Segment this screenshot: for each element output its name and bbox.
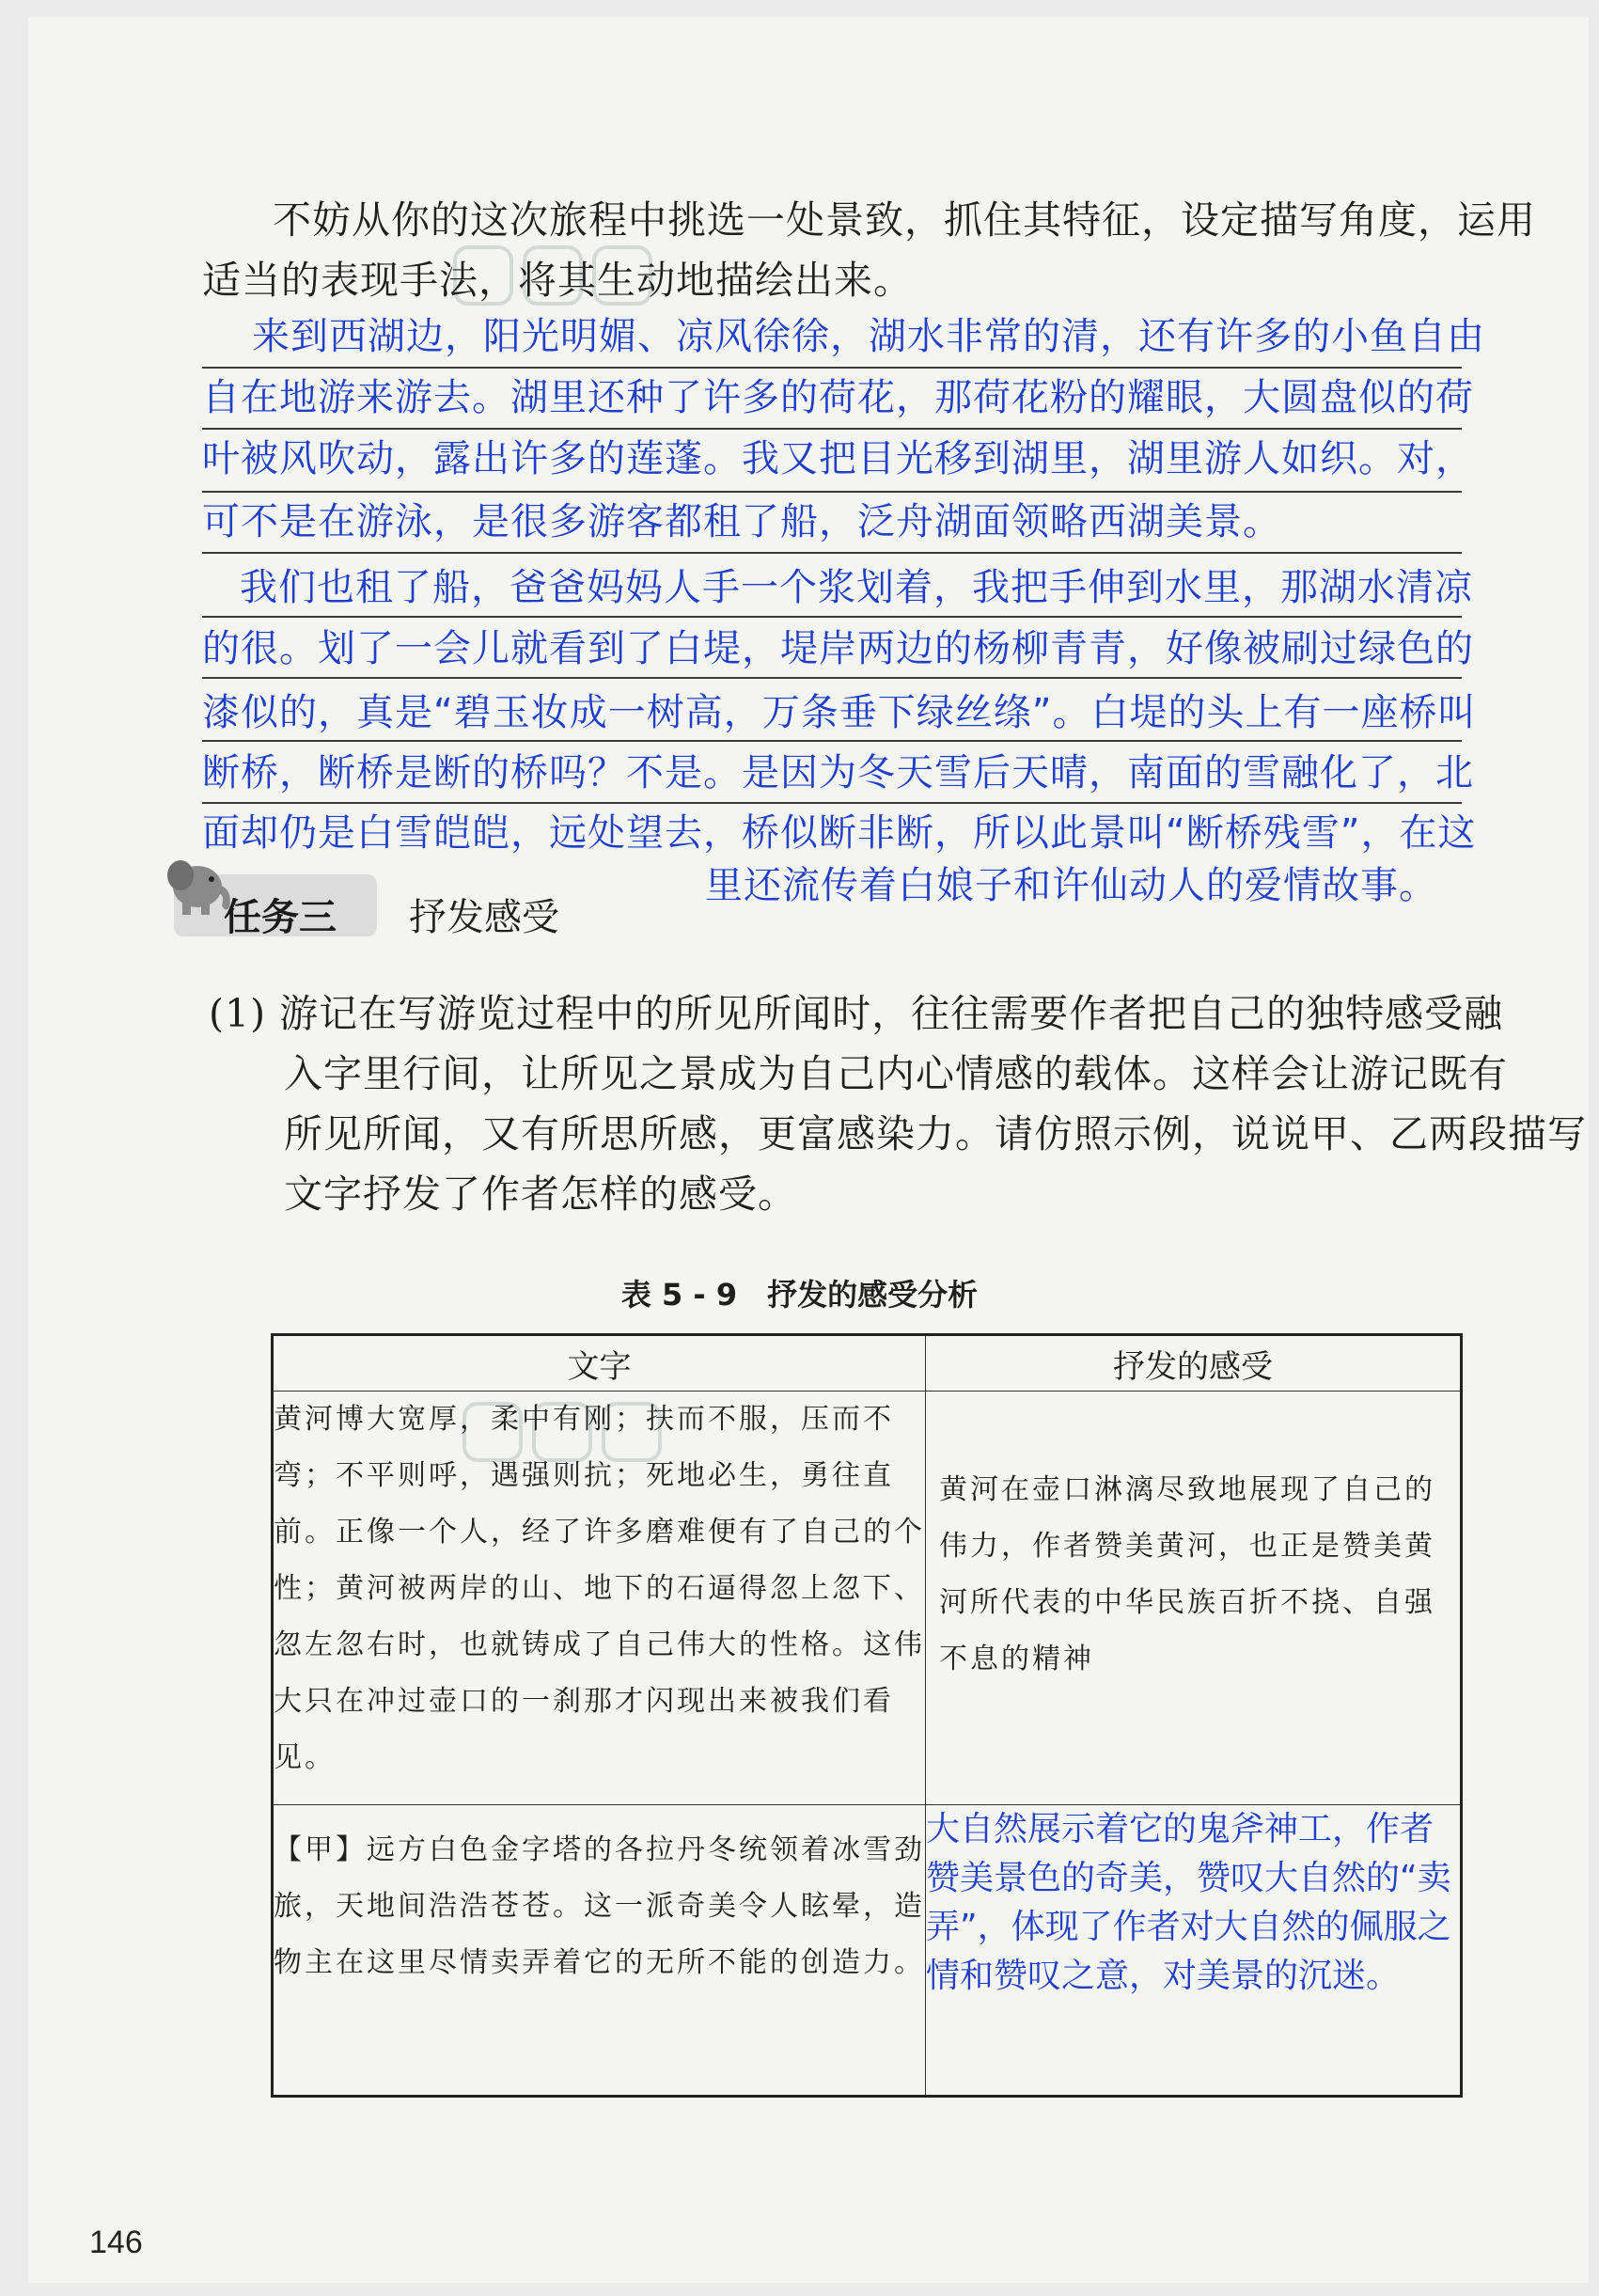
analysis-table — [271, 1333, 1463, 2098]
answer-line: 断桥，断桥是断的桥吗？不是。是因为冬天雪后天晴，南面的雪融化了，北 — [202, 751, 1474, 794]
task-subtitle: 抒发感受 — [409, 896, 559, 939]
question-line-3: 所见所闻，又有所思所感，更富感染力。请仿照示例，说说甲、乙两段描写 — [284, 1111, 1587, 1156]
answer-line: 的很。划了一会儿就看到了白堤，堤岸两边的杨柳青青，好像被刷过绿色的 — [202, 627, 1474, 670]
ruled-line — [202, 616, 1462, 618]
ruled-line — [202, 677, 1462, 679]
answer-line: 来到西湖边，阳光明媚、凉风徐徐，湖水非常的清，还有许多的小鱼自由 — [252, 315, 1485, 358]
question-line-2: 入字里行间，让所见之景成为自己内心情感的载体。这样会让游记既有 — [284, 1051, 1508, 1096]
table-row — [273, 1805, 1462, 2097]
column-header: 文字 — [273, 1335, 926, 1392]
question-line-4: 文字抒发了作者怎样的感受。 — [284, 1172, 797, 1217]
answer-line: 自在地游来游去。湖里还种了许多的荷花，那荷花粉的耀眼，大圆盘似的荷 — [202, 376, 1474, 419]
answer-line: 可不是在游泳，是很多游客都租了船，泛舟湖面领略西湖美景。 — [202, 500, 1281, 543]
answer-line: 叶被风吹动，露出许多的莲蓬。我又把目光移到湖里，湖里游人如织。对， — [202, 437, 1474, 480]
answer-line: 面却仍是白雪皑皑，远处望去，桥似断非断，所以此景叫“断桥残雪”，在这 — [202, 811, 1477, 855]
answer-line: 我们也租了船，爸爸妈妈人手一个浆划着，我把手伸到水里，那湖水清凉 — [240, 566, 1473, 609]
ruled-line — [202, 367, 1462, 369]
ruled-line — [202, 740, 1462, 742]
table-row — [273, 1392, 1462, 1805]
feeling-cell: 大自然展示着它的鬼斧神工，作者赞美景色的奇美，赞叹大自然的“卖弄”，体现了作者对大自然的佩服之情和赞叹之意，对美景的沉迷。 — [926, 1805, 1462, 2097]
text-cell: 黄河博大宽厚，柔中有刚；扶而不服，压而不弯；不平则呼，遇强则抗；死地必生，勇往直前。正像一个人，经了许多磨难便有了自己的个性；黄河被两岸的山、地下的石逼得忽上忽下、忽左忽右时，也就铸成了自己伟大的性格。这伟大只在冲过壶口的一刹那才闪现出来被我们看见。 — [273, 1392, 926, 1805]
ruled-line — [202, 428, 1462, 430]
feeling-cell: 黄河在壶口淋漓尽致地展现了自己的伟力，作者赞美黄河，也正是赞美黄河所代表的中华民族百折不挠、自强不息的精神 — [926, 1392, 1462, 1805]
answer-line: 漆似的，真是“碧玉妆成一树高，万条垂下绿丝绦”。白堤的头上有一座桥叫 — [202, 691, 1477, 734]
task-title: 任务三 — [224, 896, 337, 939]
table-caption: 表 5 - 9 抒发的感受分析 — [620, 1277, 979, 1313]
intro-line-2: 适当的表现手法，将其生动地描绘出来。 — [202, 258, 913, 303]
column-header: 抒发的感受 — [926, 1335, 1462, 1392]
ruled-line — [202, 491, 1462, 493]
table-header-row — [273, 1335, 1462, 1392]
page-number: 146 — [89, 2225, 143, 2260]
ruled-line — [202, 802, 1462, 804]
question-line-1: (1) 游记在写游览过程中的所见所闻时，往往需要作者把自己的独特感受融 — [209, 991, 1504, 1036]
text-cell: 【甲】远方白色金字塔的各拉丹冬统领着冰雪劲旅，天地间浩浩苍苍。这一派奇美令人眩晕，造物主在这里尽情卖弄着它的无所不能的创造力。 — [273, 1805, 926, 2097]
answer-line: 里还流传着白娘子和许仙动人的爱情故事。 — [705, 864, 1437, 907]
intro-line-1: 不妨从你的这次旅程中挑选一处景致，抓住其特征，设定描写角度，运用 — [273, 197, 1536, 243]
ruled-line — [202, 552, 1462, 554]
